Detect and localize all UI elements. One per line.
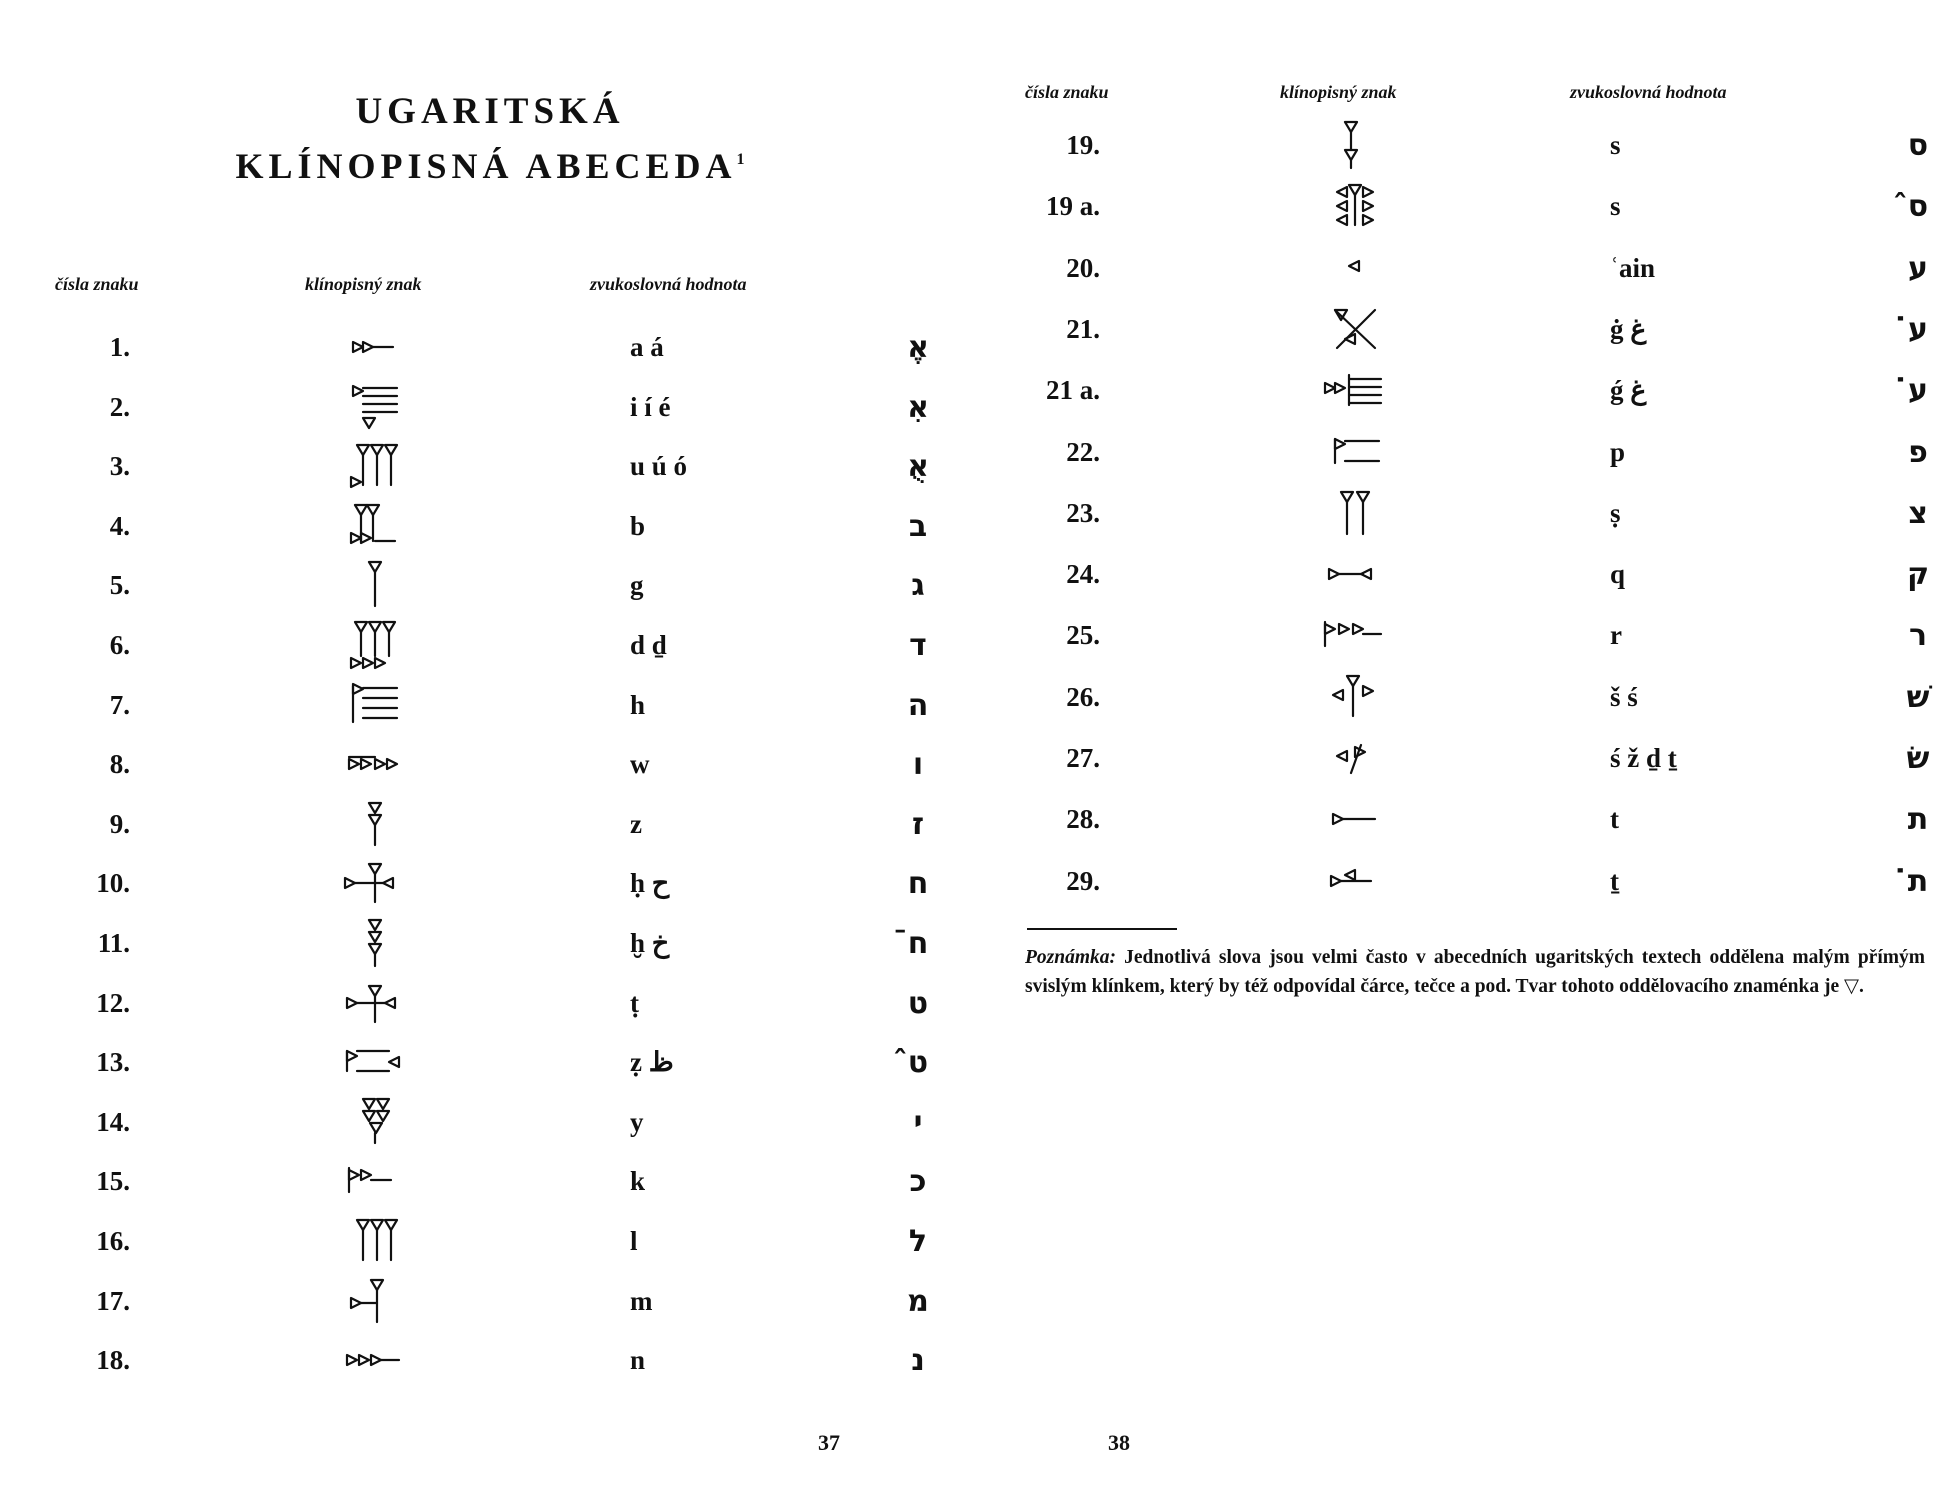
- page-number-right: 38: [1108, 1430, 1130, 1455]
- hebrew-letter: ת̇: [1907, 863, 1929, 899]
- phonetic-value: r: [1610, 620, 1622, 651]
- hebrew-letter: ד: [909, 628, 927, 663]
- sign-number: 5.: [109, 570, 130, 601]
- sign-number: 22.: [1066, 436, 1100, 467]
- phonetic-value: t: [1610, 804, 1619, 835]
- phonetic-value: u ú ó: [630, 451, 688, 482]
- sign-number: 9.: [109, 808, 130, 839]
- hebrew-letter: ח̄: [907, 926, 929, 961]
- phonetic-value: k: [630, 1166, 646, 1197]
- phonetic-value: ś ž ḏ ṯ: [1610, 743, 1677, 773]
- sign-24-icon: [1315, 549, 1395, 599]
- note-label: Poznámka:: [1025, 947, 1117, 968]
- sign-27-icon: [1315, 733, 1395, 783]
- title-line-2: [0, 145, 985, 187]
- header-number-right: čísla znaku: [1025, 82, 1109, 102]
- sign-10-icon: [335, 858, 415, 908]
- sign-number: 15.: [96, 1166, 130, 1197]
- sign-number: 12.: [96, 987, 130, 1018]
- sign-17-icon: [335, 1276, 415, 1326]
- hebrew-letter: ח: [907, 866, 929, 902]
- phonetic-value: ġ غ: [1610, 313, 1647, 344]
- hebrew-letter: ע̇: [1908, 311, 1928, 347]
- phonetic-value: ʿain: [1610, 252, 1656, 283]
- hebrew-letter: ב: [908, 508, 928, 544]
- sign-2-icon: [335, 382, 415, 432]
- phonetic-value: a á: [630, 332, 664, 362]
- sign-number: 3.: [109, 451, 130, 482]
- hebrew-letter: ל: [908, 1224, 928, 1259]
- phonetic-value: p: [1610, 436, 1626, 467]
- sign-number: 21 a.: [1046, 375, 1100, 406]
- title-line-1: UGARITSKÁ: [355, 91, 625, 132]
- phonetic-value: š ś: [1610, 681, 1638, 712]
- hebrew-letter: פ: [1908, 434, 1928, 470]
- phonetic-value: w: [630, 749, 650, 780]
- sign-number: 7.: [109, 689, 130, 720]
- hebrew-letter: ע̇: [1908, 373, 1928, 409]
- title-footnote-mark: 1: [736, 151, 745, 168]
- sign-number: 24.: [1066, 559, 1100, 590]
- sign-16-icon: [335, 1216, 415, 1266]
- phonetic-value: n: [630, 1345, 646, 1376]
- sign-number: 1.: [109, 332, 130, 362]
- sign-number: 10.: [96, 868, 130, 899]
- sign-15-icon: [335, 1156, 415, 1206]
- hebrew-letter: ג: [911, 568, 925, 604]
- sign-9-icon: [335, 799, 415, 849]
- phonetic-value: m: [630, 1285, 653, 1316]
- sign-11-icon: [335, 918, 415, 968]
- sign-3-icon: [335, 441, 415, 491]
- hebrew-letter: ר: [1908, 618, 1928, 654]
- sign-number: 18.: [96, 1345, 130, 1376]
- header-value-right: zvukoslovná hodnota: [1570, 82, 1727, 102]
- sign-number: 13.: [96, 1047, 130, 1078]
- hebrew-letter: ט̂: [907, 1045, 929, 1081]
- sign-number: 20.: [1066, 252, 1100, 283]
- hebrew-letter: אֶ: [907, 330, 929, 365]
- sign-number: 19 a.: [1046, 191, 1100, 222]
- header-number: čísla znaku: [55, 274, 139, 294]
- sign-number: 19.: [1066, 130, 1100, 160]
- sign-number: 14.: [96, 1106, 130, 1137]
- hebrew-letter: נ: [911, 1343, 925, 1379]
- phonetic-value: z: [630, 808, 642, 839]
- phonetic-value: h: [630, 689, 646, 720]
- phonetic-value: s: [1610, 191, 1621, 222]
- hebrew-letter: ז: [911, 806, 924, 842]
- phonetic-value: q: [1610, 559, 1626, 590]
- footnote: [1025, 943, 1925, 1001]
- header-value: zvukoslovná hodnota: [590, 274, 747, 294]
- sign-28-icon: [1315, 794, 1395, 844]
- note-text: Jednotlivá slova jsou velmi často v abecedních ugaritských textech oddělena malým přímým svislým klínkem, který by též odpovídal čárce, tečce a pod. Tvar tohoto oddělovacího znaménka je ▽.: [1025, 947, 1925, 997]
- sign-number: 4.: [109, 510, 130, 541]
- sign-number: 21.: [1066, 313, 1100, 344]
- hebrew-letter: ע: [1908, 250, 1928, 286]
- sign-18-icon: [335, 1335, 415, 1385]
- sign-21a-icon: [1315, 365, 1395, 415]
- phonetic-value: ẓ ظ: [630, 1047, 674, 1078]
- sign-number: 11.: [97, 928, 130, 958]
- phonetic-value: ṯ: [1610, 865, 1619, 896]
- phonetic-value: ṭ: [630, 987, 639, 1018]
- sign-5-icon: [335, 560, 415, 610]
- phonetic-value: l: [630, 1226, 638, 1256]
- hebrew-letter: אִ: [907, 389, 929, 425]
- sign-26-icon: [1315, 672, 1395, 722]
- hebrew-letter: כ: [909, 1164, 927, 1200]
- title-text: KLÍNOPISNÁ ABECEDA: [235, 146, 737, 186]
- hebrew-letter: ס: [1907, 128, 1929, 163]
- sign-19a-icon: [1315, 181, 1395, 231]
- sign-25-icon: [1315, 610, 1395, 660]
- sign-22-icon: [1315, 427, 1395, 477]
- sign-number: 17.: [96, 1285, 130, 1316]
- sign-number: 6.: [109, 630, 130, 660]
- sign-number: 29.: [1066, 865, 1100, 896]
- sign-14-icon: [335, 1097, 415, 1147]
- hebrew-letter: ס̂: [1907, 189, 1929, 225]
- sign-13-icon: [335, 1037, 415, 1087]
- phonetic-value: y: [630, 1106, 644, 1137]
- sign-29-icon: [1315, 856, 1395, 906]
- sign-12-icon: [335, 978, 415, 1028]
- sign-number: 16.: [96, 1226, 130, 1256]
- sign-number: 25.: [1066, 620, 1100, 651]
- page-number-left: 37: [818, 1430, 840, 1455]
- phonetic-value: ṣ: [1610, 497, 1621, 528]
- phonetic-value: ǵ غ: [1610, 375, 1647, 406]
- sign-4-icon: [335, 501, 415, 551]
- sign-8-icon: [335, 739, 415, 789]
- phonetic-value: ḥ ح: [630, 868, 670, 899]
- hebrew-letter: שׁ: [1906, 679, 1930, 715]
- sign-19-icon: [1315, 120, 1395, 170]
- sign-number: 23.: [1066, 497, 1100, 528]
- hebrew-letter: אֻ: [907, 449, 929, 485]
- sign-6-icon: [335, 620, 415, 670]
- hebrew-letter: ה: [907, 687, 929, 723]
- hebrew-letter: מ: [907, 1283, 929, 1319]
- sign-number: 26.: [1066, 681, 1100, 712]
- header-sign-right: klínopisný znak: [1280, 82, 1397, 102]
- footnote-rule: [1027, 928, 1177, 930]
- sign-21-icon: [1315, 304, 1395, 354]
- sign-7-icon: [335, 680, 415, 730]
- phonetic-value: b: [630, 510, 646, 541]
- hebrew-letter: ט: [907, 985, 929, 1021]
- phonetic-value: s: [1610, 130, 1621, 160]
- hebrew-letter: ו: [912, 747, 924, 783]
- hebrew-letter: שׂ: [1906, 741, 1930, 776]
- hebrew-letter: ת: [1907, 802, 1929, 838]
- sign-23-icon: [1315, 488, 1395, 538]
- hebrew-letter: ק: [1906, 557, 1930, 593]
- sign-number: 2.: [109, 391, 130, 422]
- right-page: [990, 0, 1954, 1500]
- sign-number: 28.: [1066, 804, 1100, 835]
- phonetic-value: d ḏ: [630, 630, 667, 660]
- phonetic-value: ḫ خ: [630, 928, 670, 958]
- phonetic-value: i í é: [630, 391, 671, 422]
- phonetic-value: g: [630, 570, 644, 601]
- header-sign: klínopisný znak: [305, 274, 422, 294]
- hebrew-letter: צ: [1908, 495, 1928, 531]
- sign-1-icon: [335, 322, 415, 372]
- sign-20-icon: [1315, 243, 1395, 293]
- hebrew-letter: י: [913, 1104, 923, 1140]
- sign-number: 8.: [109, 749, 130, 780]
- sign-number: 27.: [1066, 743, 1100, 773]
